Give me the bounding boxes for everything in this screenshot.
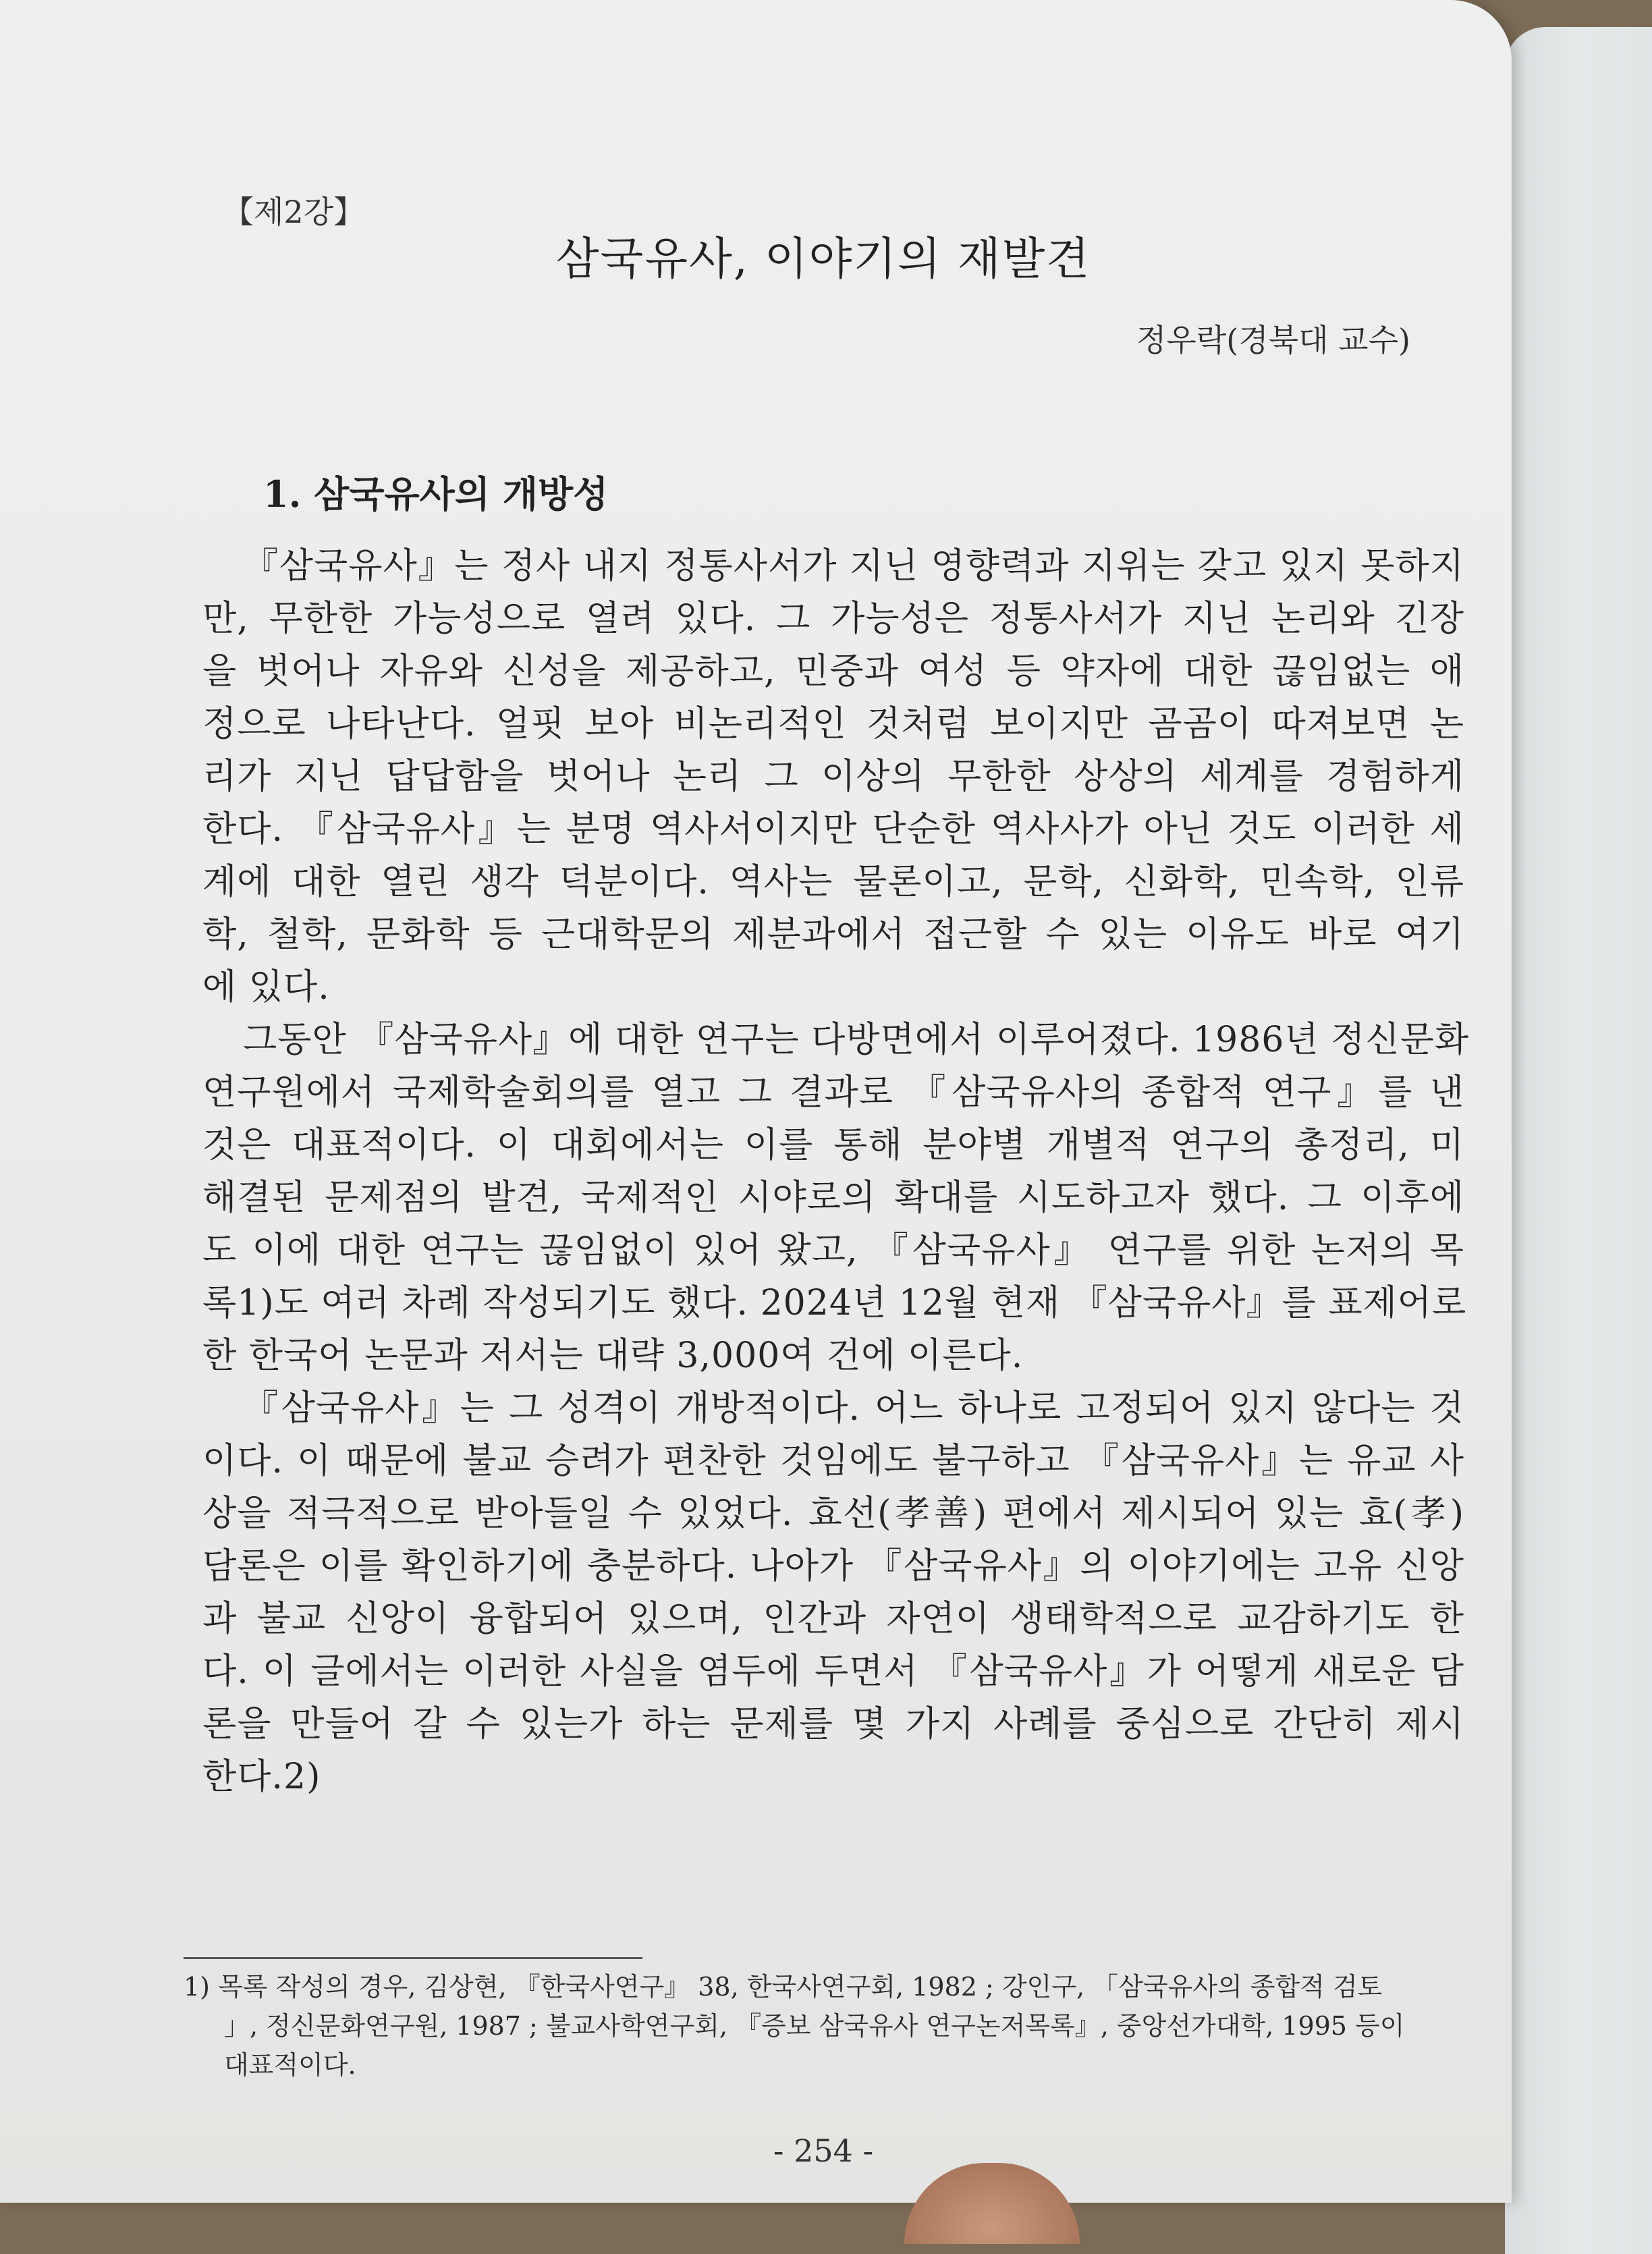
paragraph-3-line-6: 다. 이 글에서는 이러한 사실을 염두에 두면서 『삼국유사』가 어떻게 새로운 담: [202, 1651, 1464, 1692]
paragraph-3-line-1: 『삼국유사』는 그 성격이 개방적이다. 어느 하나로 고정되어 있지 않다는 것: [243, 1388, 1464, 1429]
paragraph-1-line-8: 학, 철학, 문화학 등 근대학문의 제분과에서 접근할 수 있는 이유도 바로 여기: [202, 914, 1464, 955]
page-title: 삼국유사, 이야기의 재발견: [555, 233, 1091, 285]
paragraph-1-line-2: 만, 무한한 가능성으로 열려 있다. 그 가능성은 정통사서가 지닌 논리와 긴장: [202, 599, 1464, 639]
paragraph-2-line-1: 그동안 『삼국유사』에 대한 연구는 다방면에서 이루어졌다. 1986년 정신문화: [243, 1020, 1470, 1060]
paragraph-1-line-4: 정으로 나타난다. 얼핏 보아 비논리적인 것처럼 보이지만 곰곰이 따져보면 논: [202, 704, 1464, 744]
paragraph-2-line-7: 한 한국어 논문과 저서는 대략 3,000여 건에 이른다.: [202, 1336, 1024, 1376]
paragraph-1-line-3: 을 벗어나 자유와 신성을 제공하고, 민중과 여성 등 약자에 대한 끊임없는 애: [202, 651, 1464, 692]
paragraph-1-line-5: 리가 지닌 답답함을 벗어나 논리 그 이상의 무한한 상상의 세계를 경험하게: [202, 757, 1464, 797]
paragraph-3-line-3: 상을 적극적으로 받아들일 수 있었다. 효선(孝善) 편에서 제시되어 있는 효(孝): [202, 1493, 1464, 1534]
paragraph-2-line-3: 것은 대표적이다. 이 대회에서는 이를 통해 분야별 개별적 연구의 총정리, 미: [202, 1125, 1464, 1165]
paragraph-3-line-8: 한다.2): [202, 1757, 321, 1797]
paragraph-2-line-2: 연구원에서 국제학술회의를 열고 그 결과로 『삼국유사의 종합적 연구』를 낸: [202, 1072, 1464, 1113]
paragraph-1-line-9: 에 있다.: [202, 967, 330, 1008]
footnote-line-1: 1) 목록 작성의 경우, 김상현, 『한국사연구』 38, 한국사연구회, 1982 ; 강인구, 「삼국유사의 종합적 검토: [184, 1972, 1383, 2002]
paragraph-3-line-7: 론을 만들어 갈 수 있는가 하는 문제를 몇 가지 사례를 중심으로 간단히 제시: [202, 1704, 1464, 1744]
lecture-label: 【제2강】: [223, 194, 365, 230]
paragraph-1-line-6: 한다. 『삼국유사』는 분명 역사서이지만 단순한 역사사가 아닌 것도 이러한 세: [202, 809, 1464, 850]
paragraph-2-line-6: 록1)도 여러 차례 작성되기도 했다. 2024년 12월 현재 『삼국유사』를 표제어로: [202, 1283, 1467, 1323]
paragraph-3-line-4: 담론은 이를 확인하기에 충분하다. 나아가 『삼국유사』의 이야기에는 고유 신앙: [202, 1546, 1464, 1587]
footnote-line-3: 대표적이다.: [224, 2050, 356, 2080]
author-line: 정우락(경북대 교수): [1136, 322, 1410, 358]
paragraph-2-line-5: 도 이에 대한 연구는 끊임없이 있어 왔고, 『삼국유사』 연구를 위한 논저의 목: [202, 1230, 1464, 1271]
paragraph-2-line-4: 해결된 문제점의 발견, 국제적인 시야로의 확대를 시도하고자 했다. 그 이후에: [202, 1178, 1464, 1218]
body-text: [202, 540, 1470, 1803]
paragraph-3-line-5: 과 불교 신앙이 융합되어 있으며, 인간과 자연이 생태학적으로 교감하기도 한: [202, 1599, 1464, 1639]
footnote-line-2: 」, 정신문화연구원, 1987 ; 불교사학연구회, 『증보 삼국유사 연구논저목록』, 중앙선가대학, 1995 등이: [224, 2011, 1405, 2041]
footnote-divider: [184, 1957, 642, 1959]
paragraph-3-line-2: 이다. 이 때문에 불교 승려가 편찬한 것임에도 불구하고 『삼국유사』는 유교 사: [202, 1441, 1464, 1481]
footnotes: [184, 1967, 1493, 2085]
paragraph-1-line-1: 『삼국유사』는 정사 내지 정통사서가 지닌 영향력과 지위는 갖고 있지 못하지: [243, 546, 1464, 586]
facing-page-edge: [1505, 27, 1652, 2254]
page-number: - 254 -: [773, 2133, 874, 2169]
section-heading: 1. 삼국유사의 개방성: [263, 472, 609, 516]
paragraph-1-line-7: 계에 대한 열린 생각 덕분이다. 역사는 물론이고, 문학, 신화학, 민속학, 인류: [202, 862, 1464, 902]
